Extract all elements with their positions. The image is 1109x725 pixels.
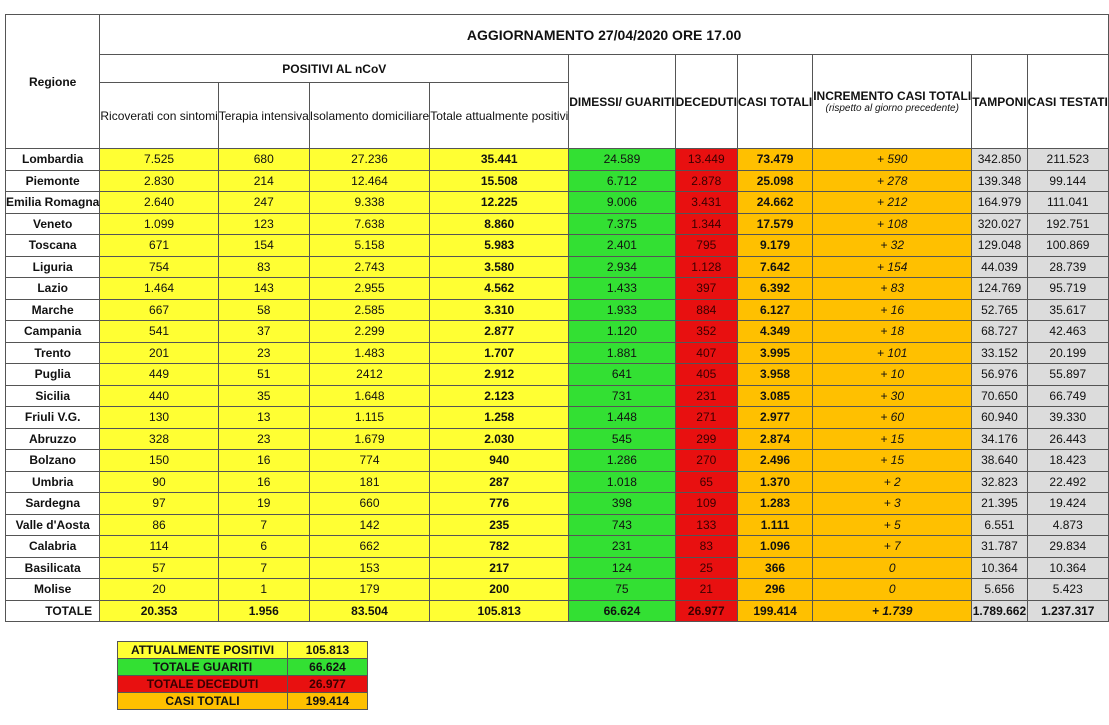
cell-region: Trento: [6, 342, 100, 364]
cell-tamponi: 56.976: [972, 364, 1027, 386]
cell-deceduti: 26.977: [675, 600, 737, 622]
cell-dimessi: 1.018: [569, 471, 675, 493]
cell-ricoverati: 7.525: [100, 149, 218, 171]
legend-row: [118, 659, 368, 676]
cell-dimessi: 1.933: [569, 299, 675, 321]
cell-casi-testati: 99.144: [1027, 170, 1108, 192]
cell-terapia: 143: [218, 278, 309, 300]
cell-casi-totali: 3.085: [737, 385, 812, 407]
cell-casi-totali: 2.874: [737, 428, 812, 450]
cell-casi-totali: 1.283: [737, 493, 812, 515]
table-row: [6, 278, 1109, 300]
cell-totale-positivi: 15.508: [430, 170, 569, 192]
cell-casi-testati: 111.041: [1027, 192, 1108, 214]
table-row: [6, 149, 1109, 171]
cell-ricoverati: 20.353: [100, 600, 218, 622]
cell-deceduti: 109: [675, 493, 737, 515]
cell-casi-testati: 19.424: [1027, 493, 1108, 515]
cell-isolamento: 7.638: [309, 213, 429, 235]
cell-tamponi: 52.765: [972, 299, 1027, 321]
cell-deceduti: 21: [675, 579, 737, 601]
cell-incremento: + 108: [813, 213, 972, 235]
cell-isolamento: 12.464: [309, 170, 429, 192]
cell-terapia: 37: [218, 321, 309, 343]
cell-terapia: 7: [218, 557, 309, 579]
table-row: [6, 579, 1109, 601]
cell-ricoverati: 20: [100, 579, 218, 601]
cell-tamponi: 342.850: [972, 149, 1027, 171]
cell-terapia: 1.956: [218, 600, 309, 622]
cell-deceduti: 3.431: [675, 192, 737, 214]
cell-ricoverati: 328: [100, 428, 218, 450]
cell-ricoverati: 2.830: [100, 170, 218, 192]
cell-region: Campania: [6, 321, 100, 343]
cell-totale-positivi: 217: [430, 557, 569, 579]
cell-isolamento: 2.299: [309, 321, 429, 343]
covid-regional-table: [5, 14, 1109, 622]
table-row: [6, 450, 1109, 472]
cell-region: Puglia: [6, 364, 100, 386]
cell-dimessi: 231: [569, 536, 675, 558]
cell-deceduti: 133: [675, 514, 737, 536]
cell-casi-totali: 366: [737, 557, 812, 579]
cell-casi-testati: 192.751: [1027, 213, 1108, 235]
cell-isolamento: 9.338: [309, 192, 429, 214]
cell-dimessi: 1.881: [569, 342, 675, 364]
cell-tamponi: 124.769: [972, 278, 1027, 300]
legend-label: ATTUALMENTE POSITIVI: [118, 642, 288, 659]
cell-deceduti: 405: [675, 364, 737, 386]
cell-totale-positivi: 3.580: [430, 256, 569, 278]
cell-totale-positivi: 287: [430, 471, 569, 493]
table-row: [6, 213, 1109, 235]
ricoverati-header: Ricoverati con sintomi: [100, 83, 218, 149]
cell-terapia: 123: [218, 213, 309, 235]
cell-tamponi: 164.979: [972, 192, 1027, 214]
cell-ricoverati: 667: [100, 299, 218, 321]
cell-region: TOTALE: [6, 600, 100, 622]
cell-dimessi: 1.286: [569, 450, 675, 472]
cell-deceduti: 13.449: [675, 149, 737, 171]
cell-tamponi: 34.176: [972, 428, 1027, 450]
cell-incremento: + 5: [813, 514, 972, 536]
table-body: [6, 149, 1109, 622]
cell-incremento: + 3: [813, 493, 972, 515]
cell-dimessi: 731: [569, 385, 675, 407]
cell-terapia: 7: [218, 514, 309, 536]
cell-isolamento: 5.158: [309, 235, 429, 257]
cell-totale-positivi: 782: [430, 536, 569, 558]
table-row: [6, 493, 1109, 515]
table-row: [6, 256, 1109, 278]
cell-ricoverati: 114: [100, 536, 218, 558]
cell-casi-testati: 55.897: [1027, 364, 1108, 386]
table-row: [6, 536, 1109, 558]
cell-incremento: + 16: [813, 299, 972, 321]
cell-casi-testati: 100.869: [1027, 235, 1108, 257]
cell-deceduti: 1.344: [675, 213, 737, 235]
incremento-note: (rispetto al giorno precedente): [825, 102, 959, 114]
table-row: [6, 428, 1109, 450]
cell-casi-totali: 24.662: [737, 192, 812, 214]
table-row: [6, 170, 1109, 192]
legend-value: 199.414: [288, 693, 368, 710]
tamponi-header: TAMPONI: [972, 55, 1027, 149]
cell-casi-testati: 35.617: [1027, 299, 1108, 321]
legend-label: CASI TOTALI: [118, 693, 288, 710]
dimessi-header: DIMESSI/ GUARITI: [569, 55, 675, 149]
cell-tamponi: 21.395: [972, 493, 1027, 515]
incremento-title: INCREMENTO CASI TOTALI: [813, 88, 972, 103]
cell-casi-testati: 22.492: [1027, 471, 1108, 493]
table-row: [6, 514, 1109, 536]
cell-dimessi: 398: [569, 493, 675, 515]
cell-dimessi: 641: [569, 364, 675, 386]
cell-isolamento: 2.955: [309, 278, 429, 300]
cell-ricoverati: 754: [100, 256, 218, 278]
cell-totale-positivi: 1.258: [430, 407, 569, 429]
cell-deceduti: 231: [675, 385, 737, 407]
cell-dimessi: 743: [569, 514, 675, 536]
cell-isolamento: 2.743: [309, 256, 429, 278]
table-row: [6, 364, 1109, 386]
cell-isolamento: 660: [309, 493, 429, 515]
cell-totale-positivi: 2.123: [430, 385, 569, 407]
cell-region: Veneto: [6, 213, 100, 235]
cell-incremento: + 590: [813, 149, 972, 171]
cell-totale-positivi: 940: [430, 450, 569, 472]
cell-region: Friuli V.G.: [6, 407, 100, 429]
cell-deceduti: 397: [675, 278, 737, 300]
cell-terapia: 51: [218, 364, 309, 386]
cell-totale-positivi: 5.983: [430, 235, 569, 257]
cell-dimessi: 124: [569, 557, 675, 579]
deceduti-header: DECEDUTI: [675, 55, 737, 149]
cell-isolamento: 2.585: [309, 299, 429, 321]
cell-region: Bolzano: [6, 450, 100, 472]
cell-incremento: + 2: [813, 471, 972, 493]
cell-casi-testati: 10.364: [1027, 557, 1108, 579]
cell-incremento: + 101: [813, 342, 972, 364]
cell-ricoverati: 97: [100, 493, 218, 515]
legend-label: TOTALE GUARITI: [118, 659, 288, 676]
cell-incremento: 0: [813, 579, 972, 601]
cell-ricoverati: 541: [100, 321, 218, 343]
cell-ricoverati: 1.464: [100, 278, 218, 300]
cell-ricoverati: 449: [100, 364, 218, 386]
table-row: [6, 192, 1109, 214]
terapia-header: Terapia intensiva: [218, 83, 309, 149]
table-row: [6, 321, 1109, 343]
cell-totale-positivi: 2.912: [430, 364, 569, 386]
cell-region: Piemonte: [6, 170, 100, 192]
cell-ricoverati: 90: [100, 471, 218, 493]
cell-terapia: 35: [218, 385, 309, 407]
cell-casi-totali: 2.977: [737, 407, 812, 429]
cell-dimessi: 9.006: [569, 192, 675, 214]
cell-dimessi: 1.433: [569, 278, 675, 300]
cell-deceduti: 2.878: [675, 170, 737, 192]
cell-casi-totali: 7.642: [737, 256, 812, 278]
table-row: [6, 471, 1109, 493]
cell-casi-totali: 3.958: [737, 364, 812, 386]
cell-dimessi: 1.120: [569, 321, 675, 343]
cell-casi-totali: 6.127: [737, 299, 812, 321]
cell-ricoverati: 86: [100, 514, 218, 536]
cell-dimessi: 6.712: [569, 170, 675, 192]
cell-tamponi: 33.152: [972, 342, 1027, 364]
cell-casi-totali: 1.370: [737, 471, 812, 493]
cell-terapia: 214: [218, 170, 309, 192]
cell-tamponi: 31.787: [972, 536, 1027, 558]
cell-casi-totali: 25.098: [737, 170, 812, 192]
cell-totale-positivi: 2.877: [430, 321, 569, 343]
cell-isolamento: 1.648: [309, 385, 429, 407]
cell-region: Sardegna: [6, 493, 100, 515]
cell-ricoverati: 130: [100, 407, 218, 429]
cell-isolamento: 1.483: [309, 342, 429, 364]
cell-incremento: + 32: [813, 235, 972, 257]
cell-deceduti: 795: [675, 235, 737, 257]
cell-ricoverati: 671: [100, 235, 218, 257]
cell-totale-positivi: 3.310: [430, 299, 569, 321]
cell-dimessi: 66.624: [569, 600, 675, 622]
cell-region: Liguria: [6, 256, 100, 278]
cell-casi-testati: 95.719: [1027, 278, 1108, 300]
cell-deceduti: 270: [675, 450, 737, 472]
cell-deceduti: 83: [675, 536, 737, 558]
cell-totale-positivi: 776: [430, 493, 569, 515]
cell-terapia: 58: [218, 299, 309, 321]
cell-tamponi: 38.640: [972, 450, 1027, 472]
cell-incremento: + 60: [813, 407, 972, 429]
cell-dimessi: 2.401: [569, 235, 675, 257]
cell-casi-totali: 73.479: [737, 149, 812, 171]
positivi-group-header: POSITIVI AL nCoV: [100, 55, 569, 83]
cell-isolamento: 181: [309, 471, 429, 493]
cell-casi-totali: 9.179: [737, 235, 812, 257]
table-row: [6, 299, 1109, 321]
cell-isolamento: 142: [309, 514, 429, 536]
cell-tamponi: 44.039: [972, 256, 1027, 278]
cell-totale-positivi: 2.030: [430, 428, 569, 450]
cell-region: Molise: [6, 579, 100, 601]
total-row: [6, 600, 1109, 622]
cell-terapia: 16: [218, 450, 309, 472]
cell-casi-testati: 5.423: [1027, 579, 1108, 601]
cell-tamponi: 320.027: [972, 213, 1027, 235]
cell-region: Lombardia: [6, 149, 100, 171]
cell-casi-testati: 39.330: [1027, 407, 1108, 429]
cell-incremento: + 10: [813, 364, 972, 386]
cell-incremento: + 83: [813, 278, 972, 300]
cell-totale-positivi: 35.441: [430, 149, 569, 171]
cell-casi-totali: 6.392: [737, 278, 812, 300]
cell-incremento: 0: [813, 557, 972, 579]
cell-casi-totali: 17.579: [737, 213, 812, 235]
cell-incremento: + 278: [813, 170, 972, 192]
cell-terapia: 16: [218, 471, 309, 493]
table-row: [6, 235, 1109, 257]
cell-totale-positivi: 200: [430, 579, 569, 601]
cell-totale-positivi: 12.225: [430, 192, 569, 214]
cell-casi-totali: 2.496: [737, 450, 812, 472]
cell-ricoverati: 150: [100, 450, 218, 472]
cell-casi-testati: 20.199: [1027, 342, 1108, 364]
cell-tamponi: 129.048: [972, 235, 1027, 257]
cell-terapia: 13: [218, 407, 309, 429]
cell-tamponi: 32.823: [972, 471, 1027, 493]
cell-region: Abruzzo: [6, 428, 100, 450]
cell-dimessi: 24.589: [569, 149, 675, 171]
cell-dimessi: 545: [569, 428, 675, 450]
legend-value: 105.813: [288, 642, 368, 659]
cell-deceduti: 352: [675, 321, 737, 343]
cell-incremento: + 15: [813, 450, 972, 472]
cell-terapia: 23: [218, 428, 309, 450]
cell-tamponi: 68.727: [972, 321, 1027, 343]
cell-casi-testati: 211.523: [1027, 149, 1108, 171]
cell-ricoverati: 440: [100, 385, 218, 407]
cell-casi-testati: 28.739: [1027, 256, 1108, 278]
cell-region: Sicilia: [6, 385, 100, 407]
cell-tamponi: 1.789.662: [972, 600, 1027, 622]
cell-ricoverati: 1.099: [100, 213, 218, 235]
incremento-header: [813, 55, 972, 149]
casi-totali-header: CASI TOTALI: [737, 55, 812, 149]
cell-casi-testati: 1.237.317: [1027, 600, 1108, 622]
cell-dimessi: 1.448: [569, 407, 675, 429]
cell-dimessi: 7.375: [569, 213, 675, 235]
cell-casi-totali: 1.096: [737, 536, 812, 558]
cell-totale-positivi: 4.562: [430, 278, 569, 300]
cell-isolamento: 179: [309, 579, 429, 601]
cell-casi-testati: 29.834: [1027, 536, 1108, 558]
cell-casi-testati: 42.463: [1027, 321, 1108, 343]
cell-deceduti: 299: [675, 428, 737, 450]
cell-ricoverati: 57: [100, 557, 218, 579]
cell-dimessi: 2.934: [569, 256, 675, 278]
cell-terapia: 6: [218, 536, 309, 558]
cell-incremento: + 212: [813, 192, 972, 214]
totale-positivi-header: Totale attualmente positivi: [430, 83, 569, 149]
cell-incremento: + 15: [813, 428, 972, 450]
cell-casi-totali: 1.111: [737, 514, 812, 536]
cell-terapia: 247: [218, 192, 309, 214]
cell-isolamento: 27.236: [309, 149, 429, 171]
cell-region: Umbria: [6, 471, 100, 493]
cell-tamponi: 10.364: [972, 557, 1027, 579]
cell-isolamento: 2412: [309, 364, 429, 386]
region-header: Regione: [6, 15, 100, 149]
cell-deceduti: 884: [675, 299, 737, 321]
cell-isolamento: 774: [309, 450, 429, 472]
cell-region: Toscana: [6, 235, 100, 257]
cell-deceduti: 25: [675, 557, 737, 579]
cell-isolamento: 1.115: [309, 407, 429, 429]
cell-tamponi: 60.940: [972, 407, 1027, 429]
cell-casi-totali: 4.349: [737, 321, 812, 343]
cell-deceduti: 1.128: [675, 256, 737, 278]
cell-tamponi: 139.348: [972, 170, 1027, 192]
cell-totale-positivi: 105.813: [430, 600, 569, 622]
cell-incremento: + 154: [813, 256, 972, 278]
cell-deceduti: 65: [675, 471, 737, 493]
cell-terapia: 19: [218, 493, 309, 515]
cell-isolamento: 662: [309, 536, 429, 558]
cell-casi-totali: 296: [737, 579, 812, 601]
legend-row: [118, 676, 368, 693]
cell-region: Basilicata: [6, 557, 100, 579]
cell-region: Calabria: [6, 536, 100, 558]
cell-region: Lazio: [6, 278, 100, 300]
cell-ricoverati: 201: [100, 342, 218, 364]
cell-incremento: + 7: [813, 536, 972, 558]
legend-value: 26.977: [288, 676, 368, 693]
casi-testati-header: CASI TESTATI: [1027, 55, 1108, 149]
cell-tamponi: 5.656: [972, 579, 1027, 601]
table-row: [6, 557, 1109, 579]
cell-region: Marche: [6, 299, 100, 321]
legend-label: TOTALE DECEDUTI: [118, 676, 288, 693]
cell-terapia: 23: [218, 342, 309, 364]
cell-tamponi: 6.551: [972, 514, 1027, 536]
cell-region: Emilia Romagna: [6, 192, 100, 214]
cell-totale-positivi: 8.860: [430, 213, 569, 235]
table-row: [6, 407, 1109, 429]
cell-incremento: + 1.739: [813, 600, 972, 622]
cell-casi-testati: 18.423: [1027, 450, 1108, 472]
summary-legend: [117, 641, 368, 710]
cell-terapia: 83: [218, 256, 309, 278]
legend-row: [118, 693, 368, 710]
cell-casi-totali: 199.414: [737, 600, 812, 622]
cell-isolamento: 1.679: [309, 428, 429, 450]
cell-tamponi: 70.650: [972, 385, 1027, 407]
cell-region: Valle d'Aosta: [6, 514, 100, 536]
cell-casi-testati: 66.749: [1027, 385, 1108, 407]
cell-totale-positivi: 235: [430, 514, 569, 536]
table-row: [6, 342, 1109, 364]
cell-incremento: + 30: [813, 385, 972, 407]
cell-terapia: 1: [218, 579, 309, 601]
cell-deceduti: 407: [675, 342, 737, 364]
cell-dimessi: 75: [569, 579, 675, 601]
cell-totale-positivi: 1.707: [430, 342, 569, 364]
update-title: AGGIORNAMENTO 27/04/2020 ORE 17.00: [100, 15, 1109, 55]
cell-casi-testati: 4.873: [1027, 514, 1108, 536]
legend-value: 66.624: [288, 659, 368, 676]
table-row: [6, 385, 1109, 407]
cell-isolamento: 153: [309, 557, 429, 579]
cell-isolamento: 83.504: [309, 600, 429, 622]
isolamento-header: Isolamento domiciliare: [309, 83, 429, 149]
cell-casi-totali: 3.995: [737, 342, 812, 364]
cell-casi-testati: 26.443: [1027, 428, 1108, 450]
cell-ricoverati: 2.640: [100, 192, 218, 214]
cell-incremento: + 18: [813, 321, 972, 343]
cell-deceduti: 271: [675, 407, 737, 429]
legend-row: [118, 642, 368, 659]
cell-terapia: 154: [218, 235, 309, 257]
cell-terapia: 680: [218, 149, 309, 171]
